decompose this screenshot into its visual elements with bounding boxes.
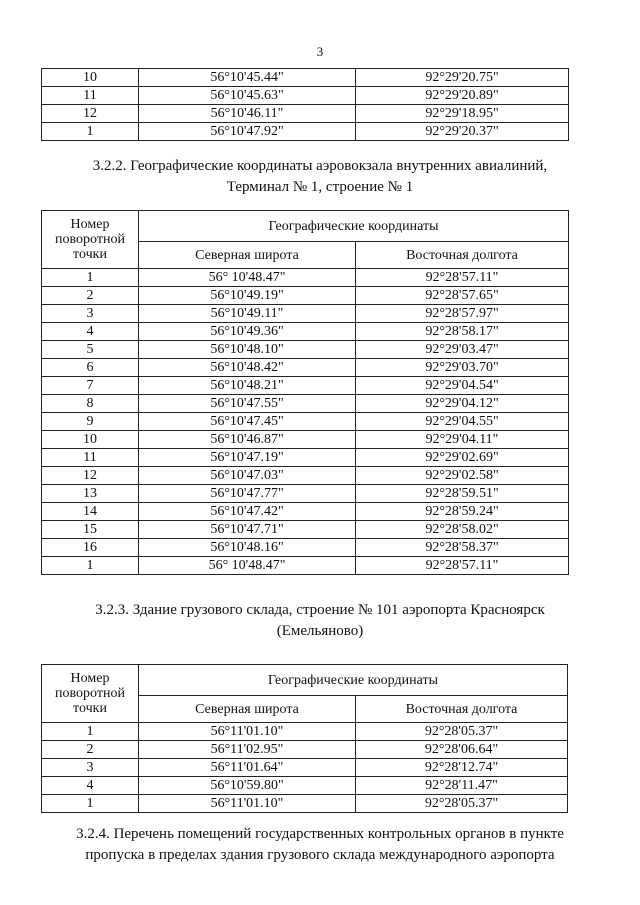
heading-line: 3.2.4. Перечень помещений государственных контрольных органов в пункте [76,826,564,842]
header-longitude: Восточная долгота [356,242,569,269]
point-number-cell: 4 [42,323,139,341]
heading-line: Терминал № 1, строение № 1 [226,179,414,195]
longitude-cell: 92°29'03.70" [356,359,569,377]
longitude-cell: 92°28'58.02" [356,521,569,539]
heading-line: 3.2.2. Географические координаты аэровокзала внутренних авиалиний, [92,158,548,174]
header-latitude: Северная широта [139,696,356,723]
point-number-cell: 6 [42,359,139,377]
table-row [42,287,569,305]
point-number-cell: 9 [42,413,139,431]
heading-line: (Емельяново) [276,623,364,639]
longitude-cell: 92°28'57.65" [356,287,569,305]
point-number-cell: 15 [42,521,139,539]
point-number-cell: 7 [42,377,139,395]
latitude-cell: 56°10'49.36" [139,323,356,341]
header-geo-coordinates: Географические координаты [139,665,568,696]
table-body [42,69,569,141]
table-row [42,413,569,431]
latitude-cell: 56°10'47.45" [139,413,356,431]
latitude-cell: 56°11'01.64" [139,759,356,777]
point-number-cell: 1 [42,557,139,575]
point-number-cell: 10 [42,431,139,449]
longitude-cell: 92°29'04.55" [356,413,569,431]
table-row [42,795,568,813]
longitude-cell: 92°29'20.89" [356,87,569,105]
longitude-cell: 92°28'57.11" [356,269,569,287]
header-longitude: Восточная долгота [356,696,568,723]
table-row [42,305,569,323]
terminal-coordinates-table [41,210,569,575]
point-number-cell: 8 [42,395,139,413]
header-point-number: Номер поворотной точки [42,665,139,723]
longitude-cell: 92°28'58.37" [356,539,569,557]
longitude-cell: 92°28'06.64" [356,741,568,759]
longitude-cell: 92°28'59.24" [356,503,569,521]
section-heading-3-2-3 [0,600,640,642]
latitude-cell: 56°11'01.10" [139,723,356,741]
point-number-cell: 11 [42,449,139,467]
latitude-cell: 56° 10'48.47" [139,557,356,575]
longitude-cell: 92°29'18.95" [356,105,569,123]
table-row [42,105,569,123]
table-row [42,759,568,777]
point-number-cell: 10 [42,69,139,87]
longitude-cell: 92°29'04.11" [356,431,569,449]
longitude-cell: 92°28'12.74" [356,759,568,777]
latitude-cell: 56°10'45.44" [139,69,356,87]
longitude-cell: 92°29'03.47" [356,341,569,359]
point-number-cell: 1 [42,723,139,741]
header-row [42,665,568,696]
point-number-cell: 1 [42,795,139,813]
longitude-cell: 92°29'04.54" [356,377,569,395]
section-heading-3-2-2 [0,156,640,198]
point-number-cell: 16 [42,539,139,557]
point-number-cell: 14 [42,503,139,521]
point-number-cell: 1 [42,123,139,141]
table-row [42,87,569,105]
latitude-cell: 56°10'48.16" [139,539,356,557]
point-number-cell: 12 [42,105,139,123]
header-geo-coordinates: Географические координаты [139,211,569,242]
longitude-cell: 92°29'02.58" [356,467,569,485]
latitude-cell: 56°10'48.42" [139,359,356,377]
table-row [42,741,568,759]
latitude-cell: 56°10'59.80" [139,777,356,795]
heading-line: пропуска в пределах здания грузового склада международного аэропорта [85,847,555,863]
table-row [42,395,569,413]
latitude-cell: 56°11'02.95" [139,741,356,759]
section-heading-3-2-4 [0,824,640,866]
point-number-cell: 3 [42,759,139,777]
table-body [42,723,568,813]
point-number-cell: 4 [42,777,139,795]
latitude-cell: 56°10'47.03" [139,467,356,485]
longitude-cell: 92°28'05.37" [356,723,568,741]
table-row [42,723,568,741]
table-row [42,323,569,341]
longitude-cell: 92°28'58.17" [356,323,569,341]
coordinates-table-continued [41,68,569,141]
table-row [42,269,569,287]
longitude-cell: 92°28'57.11" [356,557,569,575]
latitude-cell: 56°10'49.19" [139,287,356,305]
longitude-cell: 92°29'20.37" [356,123,569,141]
table-row [42,467,569,485]
point-number-cell: 3 [42,305,139,323]
latitude-cell: 56°10'46.11" [139,105,356,123]
latitude-cell: 56°10'47.77" [139,485,356,503]
table-row [42,431,569,449]
latitude-cell: 56°10'47.71" [139,521,356,539]
latitude-cell: 56°10'48.21" [139,377,356,395]
point-number-cell: 2 [42,741,139,759]
longitude-cell: 92°28'57.97" [356,305,569,323]
point-number-cell: 2 [42,287,139,305]
table-row [42,377,569,395]
cargo-warehouse-coordinates-table [41,664,568,813]
table-row [42,539,569,557]
table-row [42,485,569,503]
table-row [42,359,569,377]
longitude-cell: 92°29'20.75" [356,69,569,87]
point-number-cell: 11 [42,87,139,105]
table-row [42,341,569,359]
longitude-cell: 92°28'05.37" [356,795,568,813]
page-number: 3 [316,44,324,59]
table-row [42,557,569,575]
point-number-cell: 12 [42,467,139,485]
header-point-number: Номер поворотной точки [42,211,139,269]
latitude-cell: 56°10'47.19" [139,449,356,467]
latitude-cell: 56°10'47.55" [139,395,356,413]
point-number-cell: 1 [42,269,139,287]
table-row [42,777,568,795]
table-body [42,269,569,575]
latitude-cell: 56°10'45.63" [139,87,356,105]
latitude-cell: 56°10'46.87" [139,431,356,449]
latitude-cell: 56°10'48.10" [139,341,356,359]
latitude-cell: 56°11'01.10" [139,795,356,813]
latitude-cell: 56° 10'48.47" [139,269,356,287]
table-row [42,449,569,467]
table-row [42,69,569,87]
longitude-cell: 92°29'04.12" [356,395,569,413]
longitude-cell: 92°28'59.51" [356,485,569,503]
header-latitude: Северная широта [139,242,356,269]
point-number-cell: 5 [42,341,139,359]
point-number-cell: 13 [42,485,139,503]
latitude-cell: 56°10'47.92" [139,123,356,141]
table-row [42,123,569,141]
latitude-cell: 56°10'47.42" [139,503,356,521]
table-row [42,503,569,521]
header-row [42,211,569,242]
longitude-cell: 92°29'02.69" [356,449,569,467]
latitude-cell: 56°10'49.11" [139,305,356,323]
heading-line: 3.2.3. Здание грузового склада, строение № 101 аэропорта Красноярск [95,602,545,618]
table-row [42,521,569,539]
longitude-cell: 92°28'11.47" [356,777,568,795]
